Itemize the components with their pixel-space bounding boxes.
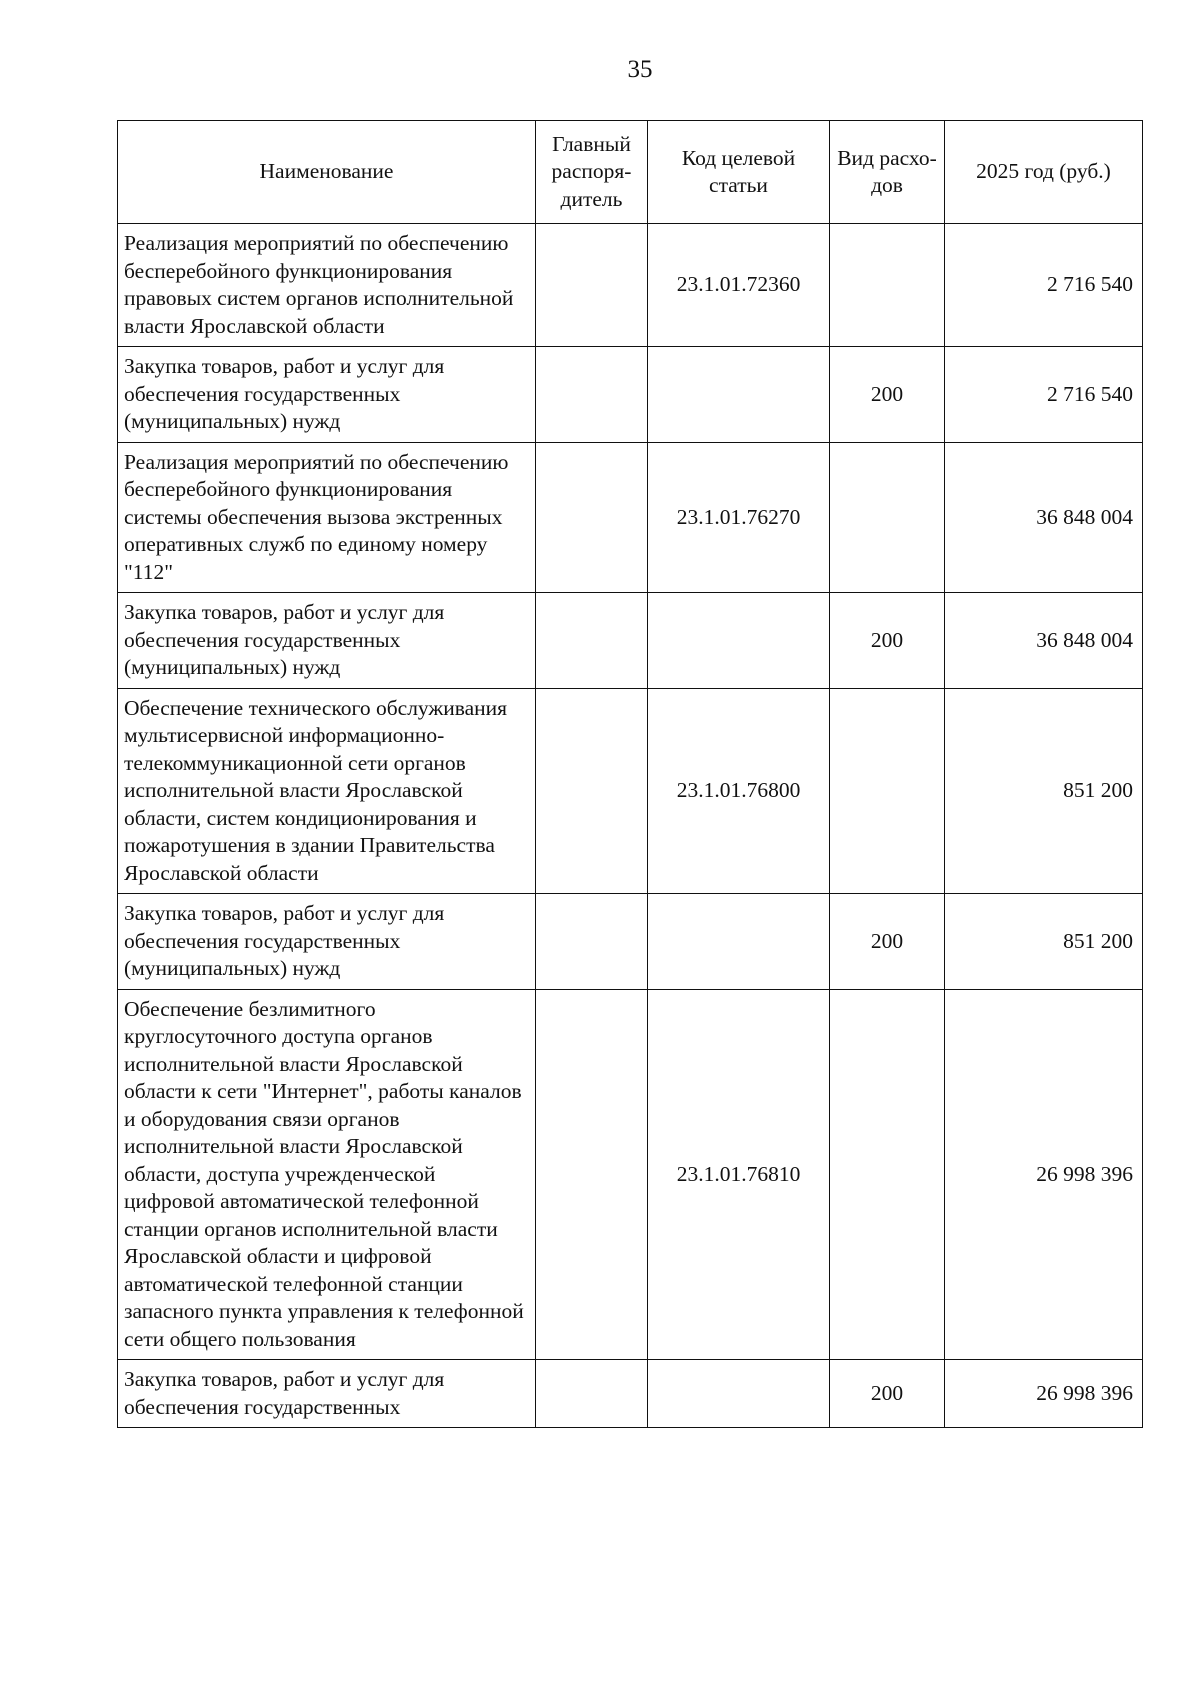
row-manager <box>536 1360 648 1428</box>
row-code: 23.1.01.76270 <box>648 442 830 593</box>
row-name: Закупка товаров, работ и услуг для обеспечения государственных (муниципальных) нужд <box>118 894 536 990</box>
table-row <box>118 347 1143 443</box>
row-kind <box>830 442 945 593</box>
row-amount: 851 200 <box>945 688 1143 894</box>
row-manager <box>536 894 648 990</box>
row-amount: 26 998 396 <box>945 989 1143 1360</box>
row-code: 23.1.01.76800 <box>648 688 830 894</box>
row-amount: 26 998 396 <box>945 1360 1143 1428</box>
row-amount: 36 848 004 <box>945 593 1143 689</box>
row-kind <box>830 688 945 894</box>
row-kind: 200 <box>830 894 945 990</box>
header-name: Наименование <box>118 121 536 224</box>
page-number: 35 <box>627 56 653 83</box>
budget-table <box>117 120 1143 1428</box>
table-row <box>118 894 1143 990</box>
header-code: Код целевой статьи <box>648 121 830 224</box>
table-row <box>118 593 1143 689</box>
row-name: Закупка товаров, работ и услуг для обеспечения государственных (муниципальных) нужд <box>118 593 536 689</box>
row-amount: 2 716 540 <box>945 224 1143 347</box>
row-code <box>648 593 830 689</box>
row-kind: 200 <box>830 1360 945 1428</box>
row-manager <box>536 989 648 1360</box>
row-amount: 2 716 540 <box>945 347 1143 443</box>
table-row <box>118 989 1143 1360</box>
row-amount: 851 200 <box>945 894 1143 990</box>
row-manager <box>536 442 648 593</box>
row-code: 23.1.01.76810 <box>648 989 830 1360</box>
row-kind <box>830 224 945 347</box>
header-manager: Главный распоря-дитель <box>536 121 648 224</box>
table-row <box>118 1360 1143 1428</box>
row-amount: 36 848 004 <box>945 442 1143 593</box>
row-kind: 200 <box>830 347 945 443</box>
row-manager <box>536 347 648 443</box>
row-kind: 200 <box>830 593 945 689</box>
row-code: 23.1.01.72360 <box>648 224 830 347</box>
table-header-row <box>118 121 1143 224</box>
row-name: Закупка товаров, работ и услуг для обеспечения государственных (муниципальных) нужд <box>118 347 536 443</box>
header-amount: 2025 год (руб.) <box>945 121 1143 224</box>
header-kind: Вид расхо-дов <box>830 121 945 224</box>
table-row <box>118 442 1143 593</box>
row-name: Обеспечение технического обслуживания мультисервисной информационно-телекоммуникационной сети органов исполнительной власти Ярославской области, систем кондиционирования и пожаротушения в здании Правительства Ярославской области <box>118 688 536 894</box>
row-name: Реализация мероприятий по обеспечению бесперебойного функционирования системы обеспечения вызова экстренных оперативных служб по единому номеру "112" <box>118 442 536 593</box>
row-name: Обеспечение безлимитного круглосуточного доступа органов исполнительной власти Ярославской области к сети "Интернет", работы каналов и оборудования связи органов исполнительной власти Ярославской области, доступа учрежденческой цифровой автоматической телефонной станции органов исполнительной власти Ярославской области и цифровой автоматической телефонной станции запасного пункта управления к телефонной сети общего пользования <box>118 989 536 1360</box>
table-row <box>118 224 1143 347</box>
row-kind <box>830 989 945 1360</box>
row-code <box>648 1360 830 1428</box>
row-manager <box>536 688 648 894</box>
row-code <box>648 894 830 990</box>
row-manager <box>536 593 648 689</box>
row-manager <box>536 224 648 347</box>
row-code <box>648 347 830 443</box>
row-name: Реализация мероприятий по обеспечению бесперебойного функционирования правовых систем органов исполнительной власти Ярославской области <box>118 224 536 347</box>
table-row <box>118 688 1143 894</box>
row-name: Закупка товаров, работ и услуг для обеспечения государственных <box>118 1360 536 1428</box>
